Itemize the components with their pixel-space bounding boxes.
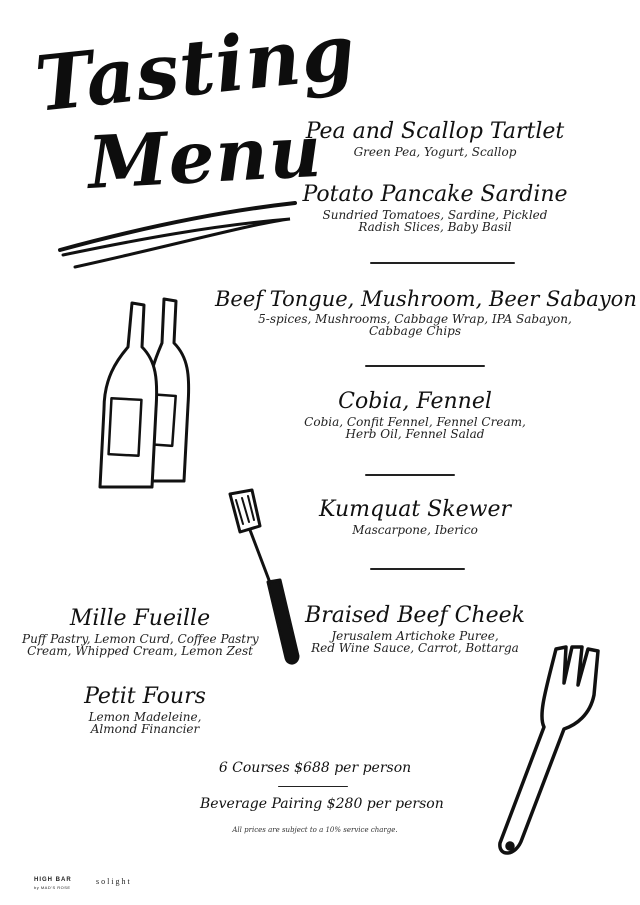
dish-name: Beef Tongue, Mushroom, Beer Sabayon [215,287,637,311]
dish-description [215,313,615,337]
dish-description-line: Cream, Whipped Cream, Lemon Zest [27,644,253,658]
dish-cobia-fennel [300,390,530,440]
dish-name: Pea and Scallop Tartlet [305,119,565,144]
divider [370,262,515,264]
fork-icon [494,643,614,868]
dish-description [300,416,530,440]
dish-petit-fours [60,685,230,735]
dish-description-line: Herb Oil, Fennel Salad [345,427,485,441]
service-charge-note: All prices are subject to a 10% service charge. [232,826,398,834]
dish-name: Mille Fueille [69,606,211,631]
dish-name: Cobia, Fennel [338,389,492,414]
dish-description [310,524,520,536]
dish-description-line: Radish Slices, Baby Basil [358,220,512,234]
high-bar-logo-text: HIGH BAR [34,877,72,883]
divider [365,365,485,367]
dish-kumquat-skewer [310,498,520,536]
dish-description-line: Mascarpone, Iberico [352,523,478,537]
wine-bottles-icon [92,295,197,495]
dish-name: Potato Pancake Sardine [302,182,568,207]
dish-description-line: Red Wine Sauce, Carrot, Bottarga [311,641,519,655]
dish-description-line: Cabbage Chips [368,324,462,338]
divider [278,786,348,787]
dish-description [60,711,230,735]
divider [365,474,455,476]
dish-pea-scallop-tartlet [300,120,570,158]
dish-description-line: Sundried Tomatoes, Sardine, Pickled [322,208,548,222]
high-bar-logo [34,877,72,891]
solight-logo: solight [96,877,132,886]
menu-title-line-1: Tasting [31,6,360,129]
divider [370,568,465,570]
menu-title-line-2: Menu [85,107,325,205]
courses-price: 6 Courses $688 per person [218,760,412,776]
spatula-icon [222,488,304,668]
beverage-pairing-price: Beverage Pairing $280 per person [200,796,444,812]
dish-description-line: Puff Pastry, Lemon Curd, Coffee Pastry [22,632,259,646]
dish-beef-tongue [215,287,637,338]
dish-description-line: Almond Financier [90,722,200,736]
dish-description-line: Lemon Madeleine, [88,710,202,724]
dish-description-line: Jerusalem Artichoke Puree, [331,629,499,643]
dish-description-line: Green Pea, Yogurt, Scallop [353,145,517,159]
dish-name: Kumquat Skewer [319,497,511,522]
dish-description [300,146,570,158]
high-bar-logo-sub: by MAD'S ROSE [34,885,71,890]
dish-name: Petit Fours [84,684,206,709]
dish-description-line: Cobia, Confit Fennel, Fennel Cream, [304,415,526,429]
dish-name: Braised Beef Cheek [305,603,525,628]
swoosh-underline-icon [55,195,305,275]
dish-potato-pancake-sardine [300,183,570,233]
dish-description-line: 5-spices, Mushrooms, Cabbage Wrap, IPA Sabayon, [258,312,572,326]
dish-description [300,209,570,233]
